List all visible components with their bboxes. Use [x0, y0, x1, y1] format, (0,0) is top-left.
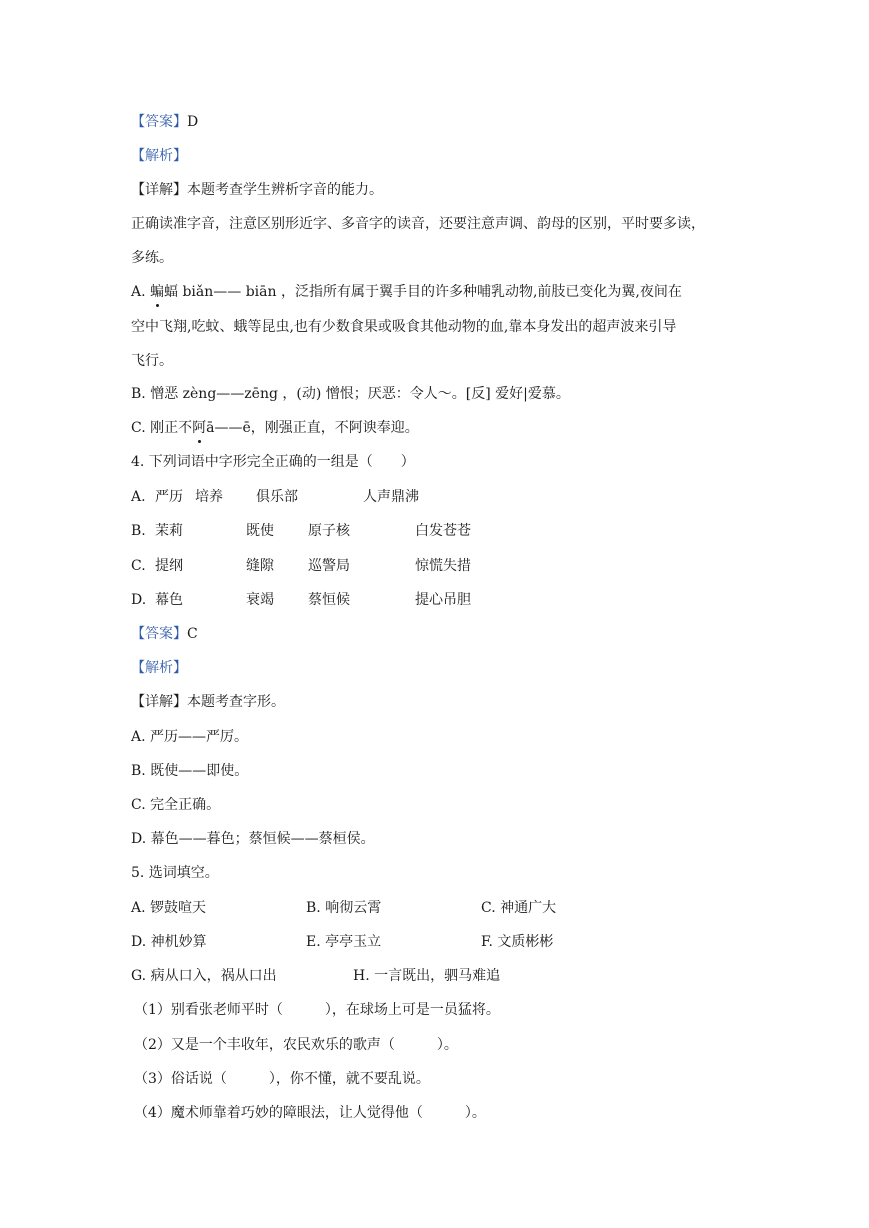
analysis-tag: 【解析】 — [131, 148, 187, 164]
fill-item-4: （4）魔术师靠着巧妙的障眼法，让人觉得他（ ）。 — [134, 1105, 486, 1121]
detail-tag: 【详解】 — [131, 694, 187, 710]
detail-line — [131, 180, 383, 200]
option-word: 惊慌失措 — [415, 558, 471, 574]
option-a-explanation-line-3: 飞行。 — [131, 353, 173, 369]
option-word: 提纲 — [155, 558, 183, 574]
fill-item-3: （3）俗话说（ ），你不懂，就不要乱说。 — [134, 1071, 430, 1087]
detail-tag: 【详解】 — [131, 182, 187, 198]
explanation-d: D. 幕色——暮色；蔡恒候——蔡桓侯。 — [131, 831, 375, 847]
option-label: A. — [131, 489, 146, 505]
choice-item: H. 一言既出，驷马难追 — [353, 968, 501, 984]
detail-line — [131, 692, 285, 712]
option-word: 既使 — [246, 523, 274, 539]
option-word: 茉莉 — [155, 523, 183, 539]
answer-value: D — [187, 114, 199, 130]
question-4-stem: 4. 下列词语中字形完全正确的一组是（ ） — [131, 454, 415, 470]
option-label: B. — [131, 523, 146, 539]
option-c-text: ā——ē，刚强正直，不阿谀奉迎。 — [206, 420, 419, 436]
explanation-a: A. 严历——严厉。 — [131, 729, 249, 745]
emphasis-dotted-char: 蝙 — [150, 284, 165, 300]
option-label: C. — [131, 558, 146, 574]
option-a-text: 蝠 biǎn—— biān ，泛指所有属于翼手目的许多种哺乳动物,前肢已变化为翼,夜间在 — [164, 284, 682, 300]
option-word: 幕色 — [155, 592, 183, 608]
option-a-explanation-line-1 — [131, 282, 682, 302]
analysis-line — [131, 658, 187, 678]
option-word: 人声鼎沸 — [363, 489, 419, 505]
detail-text: 本题考查学生辨析字音的能力。 — [187, 182, 383, 198]
explanation-b: B. 既使——即使。 — [131, 763, 249, 779]
option-word: 缝隙 — [246, 558, 274, 574]
option-word: 俱乐部 — [256, 489, 298, 505]
answer-line — [131, 624, 198, 644]
choice-item: G. 病从口入，祸从口出 — [131, 968, 277, 984]
answer-value: C — [187, 626, 198, 642]
choice-item: B. 响彻云霄 — [306, 900, 382, 916]
explanation-paragraph-line-1: 正确读准字音，注意区别形近字、多音字的读音，还要注意声调、韵母的区别，平时要多读， — [131, 216, 705, 232]
choice-item: C. 神通广大 — [481, 900, 557, 916]
explanation-paragraph-line-2: 多练。 — [131, 250, 173, 266]
option-c-explanation — [131, 418, 419, 438]
option-a-prefix: A. — [131, 284, 151, 300]
analysis-line — [131, 146, 187, 166]
option-word: 培养 — [195, 489, 223, 505]
analysis-tag: 【解析】 — [131, 660, 187, 676]
option-word: 衰竭 — [246, 592, 274, 608]
fill-item-1: （1）别看张老师平时（ ），在球场上可是一员猛将。 — [134, 1002, 500, 1018]
answer-tag: 【答案】 — [131, 114, 187, 130]
detail-text: 本题考查字形。 — [187, 694, 285, 710]
choice-item: D. 神机妙算 — [131, 934, 207, 950]
question-5-stem: 5. 选词填空。 — [131, 865, 219, 881]
emphasis-dotted-char: 阿 — [192, 420, 207, 436]
option-word: 原子核 — [308, 523, 350, 539]
choice-item: E. 亭亭玉立 — [306, 934, 382, 950]
option-word: 严历 — [155, 489, 183, 505]
option-word: 巡警局 — [308, 558, 350, 574]
explanation-c: C. 完全正确。 — [131, 797, 221, 813]
fill-item-2: （2）又是一个丰收年，农民欢乐的歌声（ ）。 — [134, 1037, 458, 1053]
option-a-explanation-line-2: 空中飞翔,吃蚊、蛾等昆虫,也有少数食果或吸食其他动物的血,靠本身发出的超声波来引导 — [131, 319, 677, 335]
option-word: 白发苍苍 — [415, 523, 471, 539]
answer-tag: 【答案】 — [131, 626, 187, 642]
option-b-explanation: B. 憎恶 zèng——zēng ，(动) 憎恨；厌恶：令人～。[反] 爱好|爱慕。 — [131, 386, 570, 402]
answer-line — [131, 112, 198, 132]
option-label: D. — [131, 592, 147, 608]
option-word: 蔡恒候 — [308, 592, 350, 608]
choice-item: A. 锣鼓喧天 — [131, 900, 207, 916]
choice-item: F. 文质彬彬 — [481, 934, 554, 950]
option-word: 提心吊胆 — [415, 592, 471, 608]
option-c-prefix: C. 刚正不 — [131, 420, 193, 436]
